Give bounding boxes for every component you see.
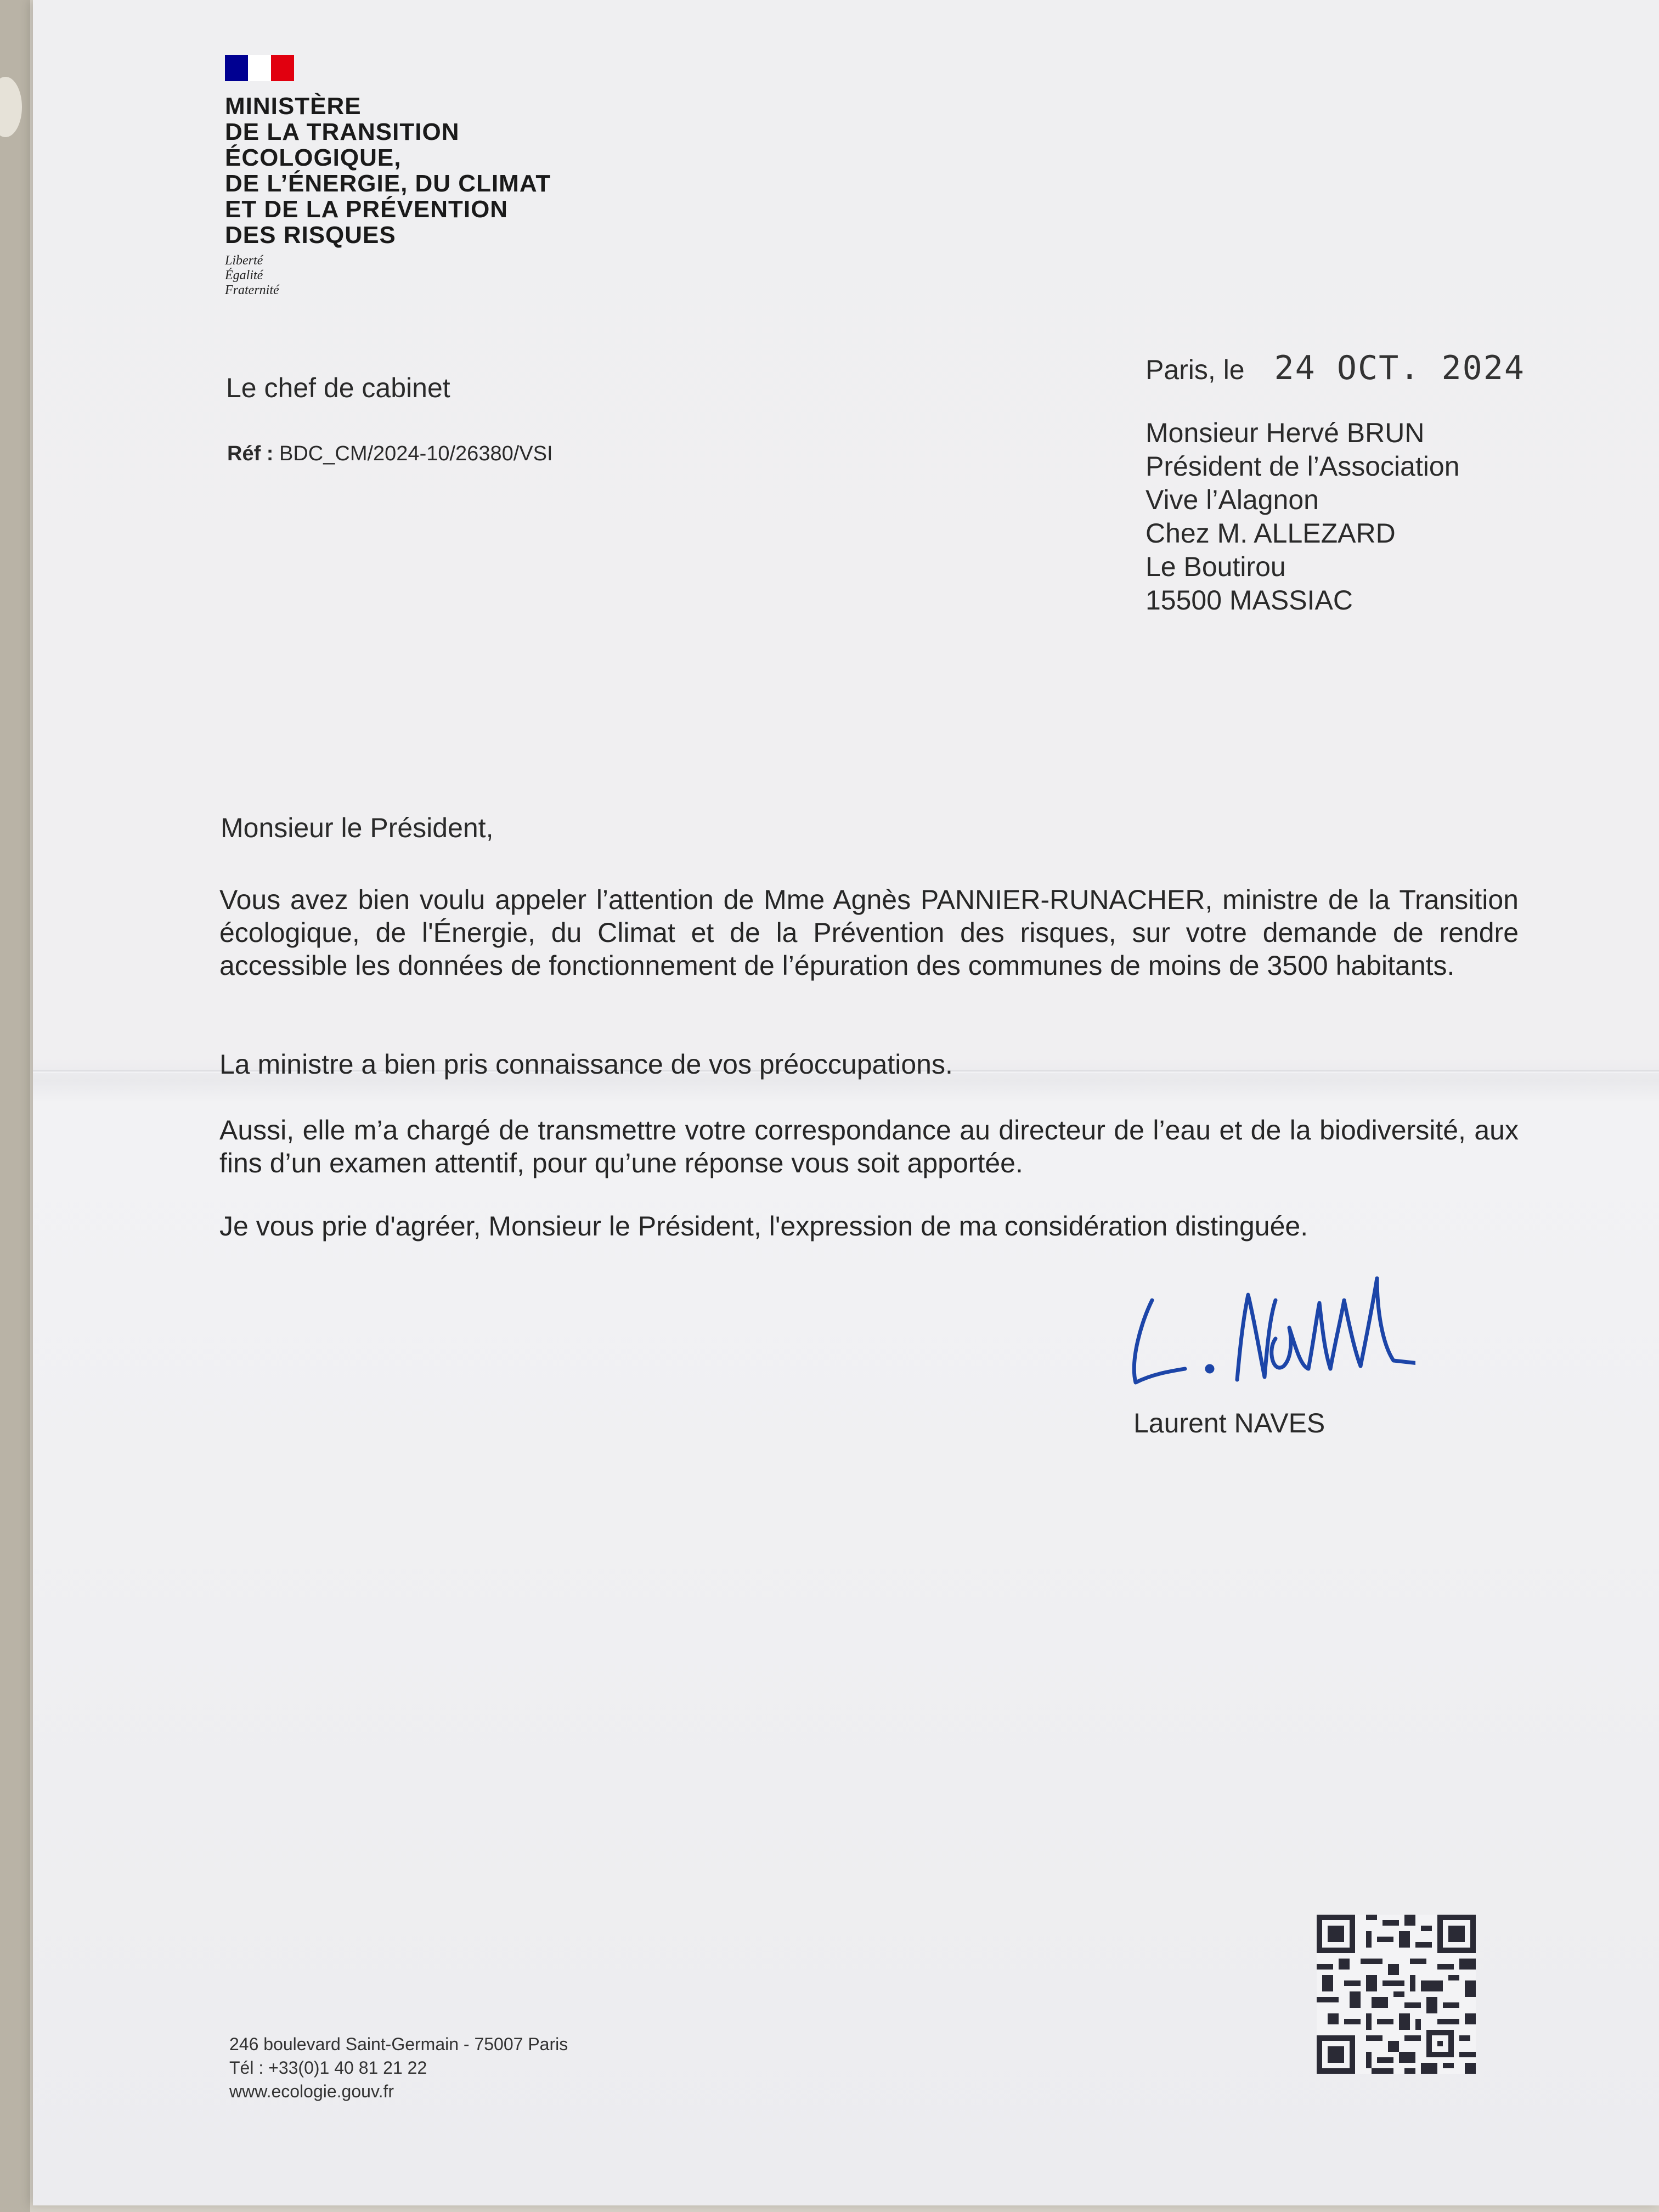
paragraph-3: Aussi, elle m’a chargé de transmettre votre correspondance au directeur de l’eau et de la biodiversité, aux fins d’un examen attentif, pour qu’une réponse vous soit apportée. [219, 1115, 1519, 1178]
ministry-letterhead [225, 55, 551, 298]
french-flag-icon [225, 55, 294, 81]
footer-phone: Tél : +33(0)1 40 81 21 22 [229, 2058, 427, 2078]
qr-code-icon [1317, 1915, 1476, 2074]
reference-value: BDC_CM/2024-10/26380/VSI [279, 442, 553, 465]
signatory-name: Laurent NAVES [1133, 1408, 1325, 1438]
sender-role: Le chef de cabinet [226, 373, 450, 403]
date-line [1146, 349, 1525, 387]
date-prefix: Paris, le [1146, 354, 1245, 385]
handwritten-signature [1119, 1256, 1415, 1399]
ministry-contact-footer [229, 2033, 568, 2103]
salutation: Monsieur le Président, [221, 812, 494, 843]
reference-label: Réf : [227, 442, 274, 465]
ministry-name: MINISTÈRE DE LA TRANSITION ÉCOLOGIQUE, DE L’ÉNERGIE, DU CLIMAT ET DE LA PRÉVENTION DES RISQUES [225, 93, 551, 249]
paragraph-1: Vous avez bien voulu appeler l’attention de Mme Agnès PANNIER-RUNACHER, ministre de la Transition écologique, de l'Énergie, du Climat et de la Prévention des risques, sur votre demande de rendre accessible les données de fonctionnement de l’épuration des communes de moins de 3500 habitants. [219, 884, 1519, 981]
reference [227, 442, 553, 466]
letter-page [33, 0, 1659, 2205]
footer-website: www.ecologie.gouv.fr [229, 2081, 394, 2101]
republic-motto: Liberté Égalité Fraternité [225, 253, 279, 297]
footer-address: 246 boulevard Saint-Germain - 75007 Paris [229, 2034, 568, 2054]
paragraph-2: La ministre a bien pris connaissance de vos préoccupations. [219, 1049, 953, 1080]
desk-background [0, 0, 30, 2212]
date-stamp: 24 OCT. 2024 [1274, 349, 1526, 387]
paragraph-4: Je vous prie d'agréer, Monsieur le Président, l'expression de ma considération distinguée. [219, 1211, 1308, 1242]
